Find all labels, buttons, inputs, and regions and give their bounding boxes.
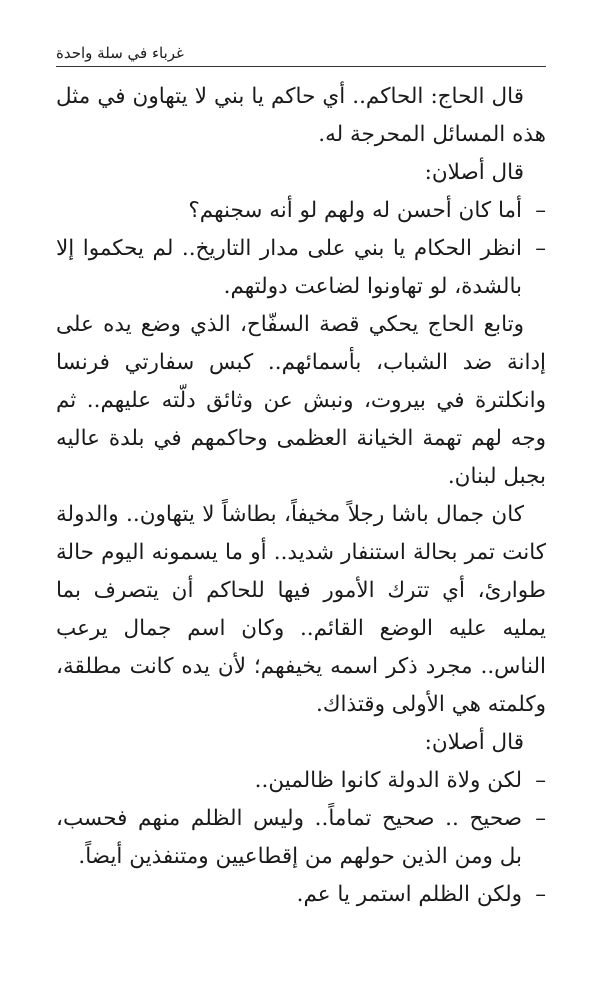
dialogue-dash: – — [535, 768, 546, 793]
dialogue-text: لكن ولاة الدولة كانوا ظالمين.. — [254, 768, 522, 793]
dialogue-text: صحيح .. صحيح تماماً.. وليس الظلم منهم فحسب، بل ومن الذين حولهم من إقطاعيين ومتنفذين أيضاً. — [56, 806, 522, 869]
dialogue-line — [56, 230, 546, 306]
dialogue-line — [56, 762, 546, 800]
dialogue-line — [56, 800, 546, 876]
running-header — [56, 40, 546, 67]
paragraph-jamal-pasha: كان جمال باشا رجلاً مخيفاً، بطاشاً لا يتهاون.. والدولة كانت تمر بحالة استنفار شديد.. أو ما يسمونه اليوم حالة طوارئ، أي تترك الأمور فيها للحاكم أن يتصرف بما يمليه عليه الوضع القائم.. وكان اسم جمال يرعب الناس.. مجرد ذكر اسمه يخيفهم؛ لأن يده كانت مطلقة، وكلمته هي الأولى وقتذاك. — [56, 502, 546, 717]
dialogue-text: انظر الحكام يا بني على مدار التاريخ.. لم يحكموا إلا بالشدة، لو تهاونوا لضاعت دولتهم. — [56, 236, 522, 299]
speaker-line-aslan: قال أصلان: — [424, 160, 524, 185]
running-title: غرباء في سلة واحدة — [56, 44, 184, 62]
dialogue-line — [56, 876, 546, 914]
dialogue-dash: – — [535, 882, 546, 907]
dialogue-dash: – — [535, 236, 546, 261]
body-text — [56, 78, 546, 914]
dialogue-text: أما كان أحسن له ولهم لو أنه سجنهم؟ — [188, 198, 522, 223]
dialogue-line — [56, 192, 546, 230]
speaker-line-aslan: قال أصلان: — [424, 730, 524, 755]
dialogue-dash: – — [535, 806, 546, 831]
dialogue-text: ولكن الظلم استمر يا عم. — [296, 882, 522, 907]
paragraph-hajj-speech: قال الحاج: الحاكم.. أي حاكم يا بني لا يتهاون في مثل هذه المسائل المحرجة له. — [56, 84, 546, 147]
paragraph-story: وتابع الحاج يحكي قصة السفّاح، الذي وضع يده على إدانة ضد الشباب، بأسمائهم.. كبس سفارتي فرنسا وانكلترة في بيروت، ونبش عن وثائق دلّته عليهم.. ثم وجه لهم تهمة الخيانة العظمى وحاكمهم في بلدة عاليه بجبل لبنان. — [56, 312, 546, 489]
dialogue-dash: – — [535, 198, 546, 223]
